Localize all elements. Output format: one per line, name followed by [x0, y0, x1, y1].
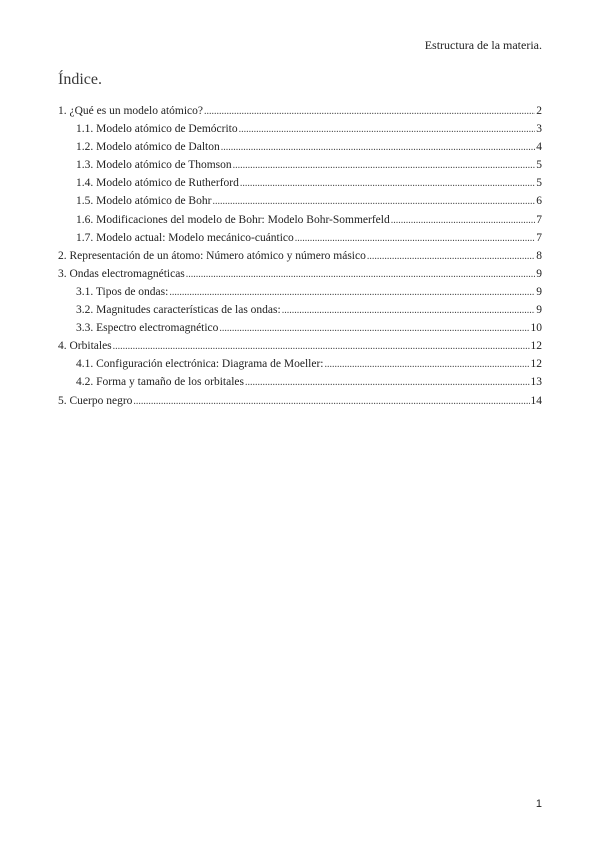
toc-dot-leader [324, 356, 529, 374]
toc-entry-page-number[interactable]: 9 [536, 285, 542, 298]
toc-entry-page-number[interactable]: 12 [530, 358, 542, 371]
toc-entry-label[interactable]: 1.5. Modelo atómico de Bohr [76, 195, 212, 208]
toc-entry-page-number[interactable]: 3 [536, 123, 542, 136]
toc-entry[interactable] [58, 337, 542, 355]
toc-dot-leader [245, 374, 530, 392]
toc-entry-label[interactable]: 4. Orbitales [58, 340, 112, 353]
toc-entry[interactable] [58, 392, 542, 410]
toc-dot-leader [204, 103, 535, 121]
toc-entry[interactable] [58, 319, 542, 337]
toc-entry-label[interactable]: 1.2. Modelo atómico de Dalton [76, 141, 220, 154]
toc-entry-label[interactable]: 1.3. Modelo atómico de Thomson [76, 159, 232, 172]
toc-dot-leader [282, 302, 536, 320]
toc-entry[interactable] [58, 174, 542, 192]
toc-entry-page-number[interactable]: 8 [536, 249, 542, 262]
toc-entry-label[interactable]: 1.4. Modelo atómico de Rutherford [76, 177, 239, 190]
toc-entry-page-number[interactable]: 10 [530, 322, 542, 335]
toc-entry-label[interactable]: 1.6. Modificaciones del modelo de Bohr: Modelo Bohr-Sommerfeld [76, 213, 390, 226]
toc-title: Índice. [58, 71, 102, 88]
toc-dot-leader [219, 320, 529, 338]
toc-entry-label[interactable]: 4.1. Configuración electrónica: Diagrama de Moeller: [76, 358, 324, 371]
toc-entry-page-number[interactable]: 14 [530, 394, 542, 407]
toc-entry[interactable] [58, 373, 542, 391]
toc-entry-label[interactable]: 1.1. Modelo atómico de Demócrito [76, 123, 238, 136]
toc-entry[interactable] [58, 102, 542, 120]
toc-dot-leader [221, 139, 536, 157]
toc-entry-page-number[interactable]: 13 [530, 376, 542, 389]
toc-entry[interactable] [58, 301, 542, 319]
table-of-contents [58, 102, 542, 410]
toc-entry-label[interactable]: 4.2. Forma y tamaño de los orbitales [76, 376, 244, 389]
toc-entry[interactable] [58, 120, 542, 138]
toc-entry-page-number[interactable]: 6 [536, 195, 542, 208]
toc-dot-leader [233, 157, 536, 175]
toc-entry[interactable] [58, 247, 542, 265]
toc-dot-leader [239, 121, 536, 139]
toc-entry-page-number[interactable]: 9 [536, 267, 542, 280]
running-header: Estructura de la materia. [424, 38, 542, 52]
toc-entry-label[interactable]: 5. Cuerpo negro [58, 394, 133, 407]
toc-entry[interactable] [58, 265, 542, 283]
toc-dot-leader [186, 266, 535, 284]
toc-entry[interactable] [58, 138, 542, 156]
toc-entry-label[interactable]: 2. Representación de un átomo: Número atómico y número másico [58, 249, 366, 262]
toc-dot-leader [240, 175, 535, 193]
toc-entry-label[interactable]: 1. ¿Qué es un modelo atómico? [58, 105, 203, 117]
toc-entry-page-number[interactable]: 7 [536, 231, 542, 244]
toc-entry-page-number[interactable]: 2 [536, 105, 542, 117]
toc-entry-page-number[interactable]: 5 [536, 159, 542, 172]
toc-entry[interactable] [58, 211, 542, 229]
toc-dot-leader [295, 230, 535, 248]
toc-entry[interactable] [58, 229, 542, 247]
toc-entry-page-number[interactable]: 7 [536, 213, 542, 226]
toc-entry-page-number[interactable]: 5 [536, 177, 542, 190]
toc-dot-leader [133, 393, 529, 411]
toc-entry-label[interactable]: 3.3. Espectro electromagnético [76, 322, 219, 335]
toc-entry-label[interactable]: 3.2. Magnitudes características de las ondas: [76, 304, 281, 317]
toc-entry[interactable] [58, 156, 542, 174]
page-number: 1 [535, 798, 542, 810]
toc-entry[interactable] [58, 283, 542, 301]
toc-dot-leader [113, 338, 530, 356]
toc-entry-page-number[interactable]: 4 [536, 141, 542, 154]
toc-entry-page-number[interactable]: 9 [536, 304, 542, 317]
toc-entry-label[interactable]: 3. Ondas electromagnéticas [58, 267, 185, 280]
toc-dot-leader [212, 193, 535, 211]
toc-entry-label[interactable]: 1.7. Modelo actual: Modelo mecánico-cuántico [76, 231, 294, 244]
toc-dot-leader [367, 248, 535, 266]
toc-dot-leader [391, 212, 536, 230]
toc-entry[interactable] [58, 192, 542, 210]
toc-entry-label[interactable]: 3.1. Tipos de ondas: [76, 285, 169, 298]
toc-dot-leader [169, 284, 535, 302]
toc-entry-page-number[interactable]: 12 [530, 340, 542, 353]
toc-entry[interactable] [58, 355, 542, 373]
